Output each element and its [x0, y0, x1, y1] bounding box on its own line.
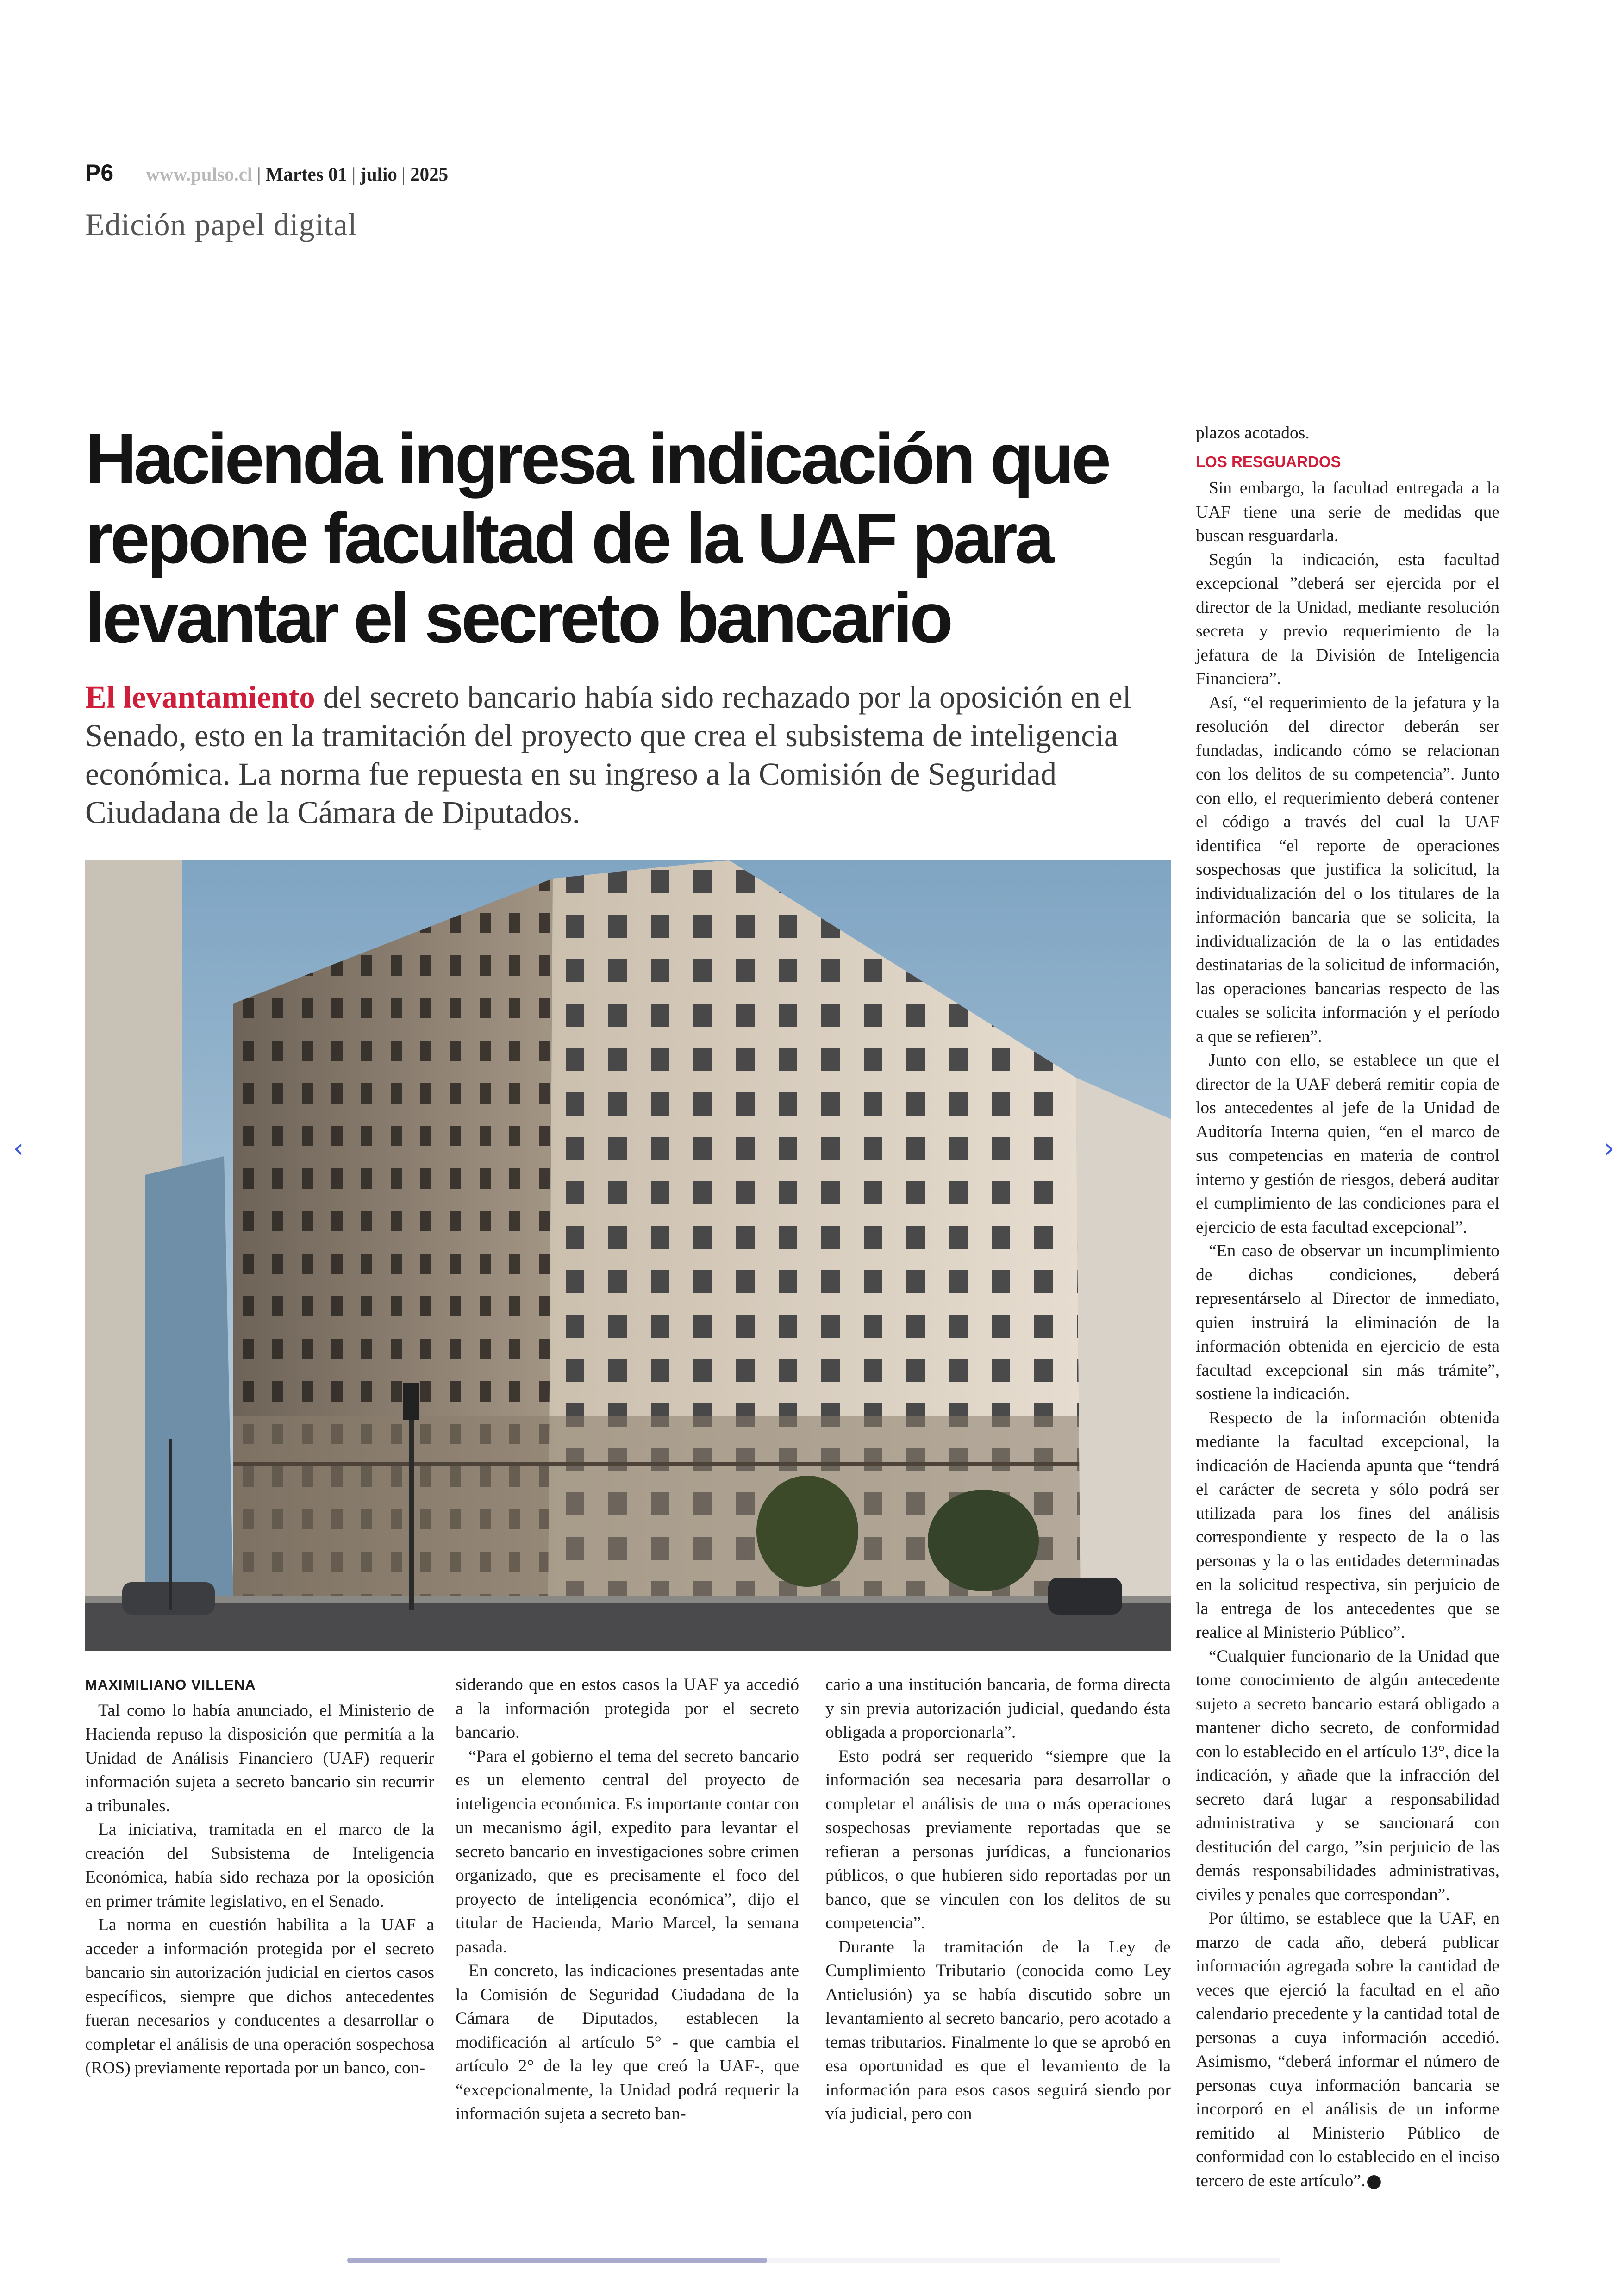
- separator: |: [401, 163, 406, 185]
- section-subhead: LOS RESGUARDOS: [1196, 453, 1341, 470]
- end-mark-icon: P: [1367, 2175, 1381, 2189]
- paragraph: Tal como lo había anunciado, el Ministerio de Hacienda repuso la disposición que permitía a la Unidad de Análisis Financiero (UAF) requerir información sujeta a secreto bancario sin recurrir a tribunales.: [85, 1701, 434, 1815]
- page-number: P6: [85, 160, 114, 186]
- paragraph: “Cualquier funcionario de la Unidad que tome conocimiento de algún antecedente sujeto a secreto bancario estará obligado a mantener dicho secreto, de conformidad con lo establecido en el artículo 13°, dice la indicación, y añade que la infracción del secreto dará lugar a responsabilidad administrativa y se sancionará con destitución del cargo, ”sin perjuicio de las demás responsabilidades administrativas, civiles y penales que correspondan”.: [1196, 1646, 1499, 1904]
- column-1: [85, 1673, 434, 2080]
- paragraph: La norma en cuestión habilita a la UAF a acceder a información protegida por el secreto bancario sin autorización judicial en ciertos casos específicos, siempre que dichos antecedentes fueran necesarios y conducentes a desarrollar o completar el análisis de una operación sospechosa (ROS) previamente reportada por un banco, con-: [85, 1915, 434, 2077]
- paragraph: [1196, 1907, 1499, 2193]
- column-4: [1196, 421, 1499, 2193]
- paragraph: “En caso de observar un incumplimiento de dichas condiciones, deberá representárselo al Director de inmediato, quien instruirá la eliminación de la información obtenida en ejercicio de esta facultad excepcional sin más trámite”, sostiene la indicación.: [1196, 1241, 1499, 1403]
- date-day: Martes 01: [265, 163, 347, 185]
- date-year: 2025: [410, 163, 449, 185]
- column-2: [456, 1673, 799, 2126]
- paragraph: plazos acotados.: [1196, 424, 1310, 443]
- paragraph: cario a una institución bancaria, de forma directa y sin previa autorización judicial, quedando ésta obligada a proporcionarla”.: [825, 1675, 1171, 1742]
- chevron-left-icon: ‹: [13, 1132, 24, 1164]
- column-3: [825, 1673, 1171, 2126]
- website-url: www.pulso.cl: [146, 163, 253, 185]
- scrollbar-thumb[interactable]: [347, 2258, 767, 2263]
- date-month: julio: [360, 163, 397, 185]
- deck: [85, 678, 1182, 832]
- paragraph: Sin embargo, la facultad entregada a la UAF tiene una serie de medidas que buscan resguardarla.: [1196, 479, 1499, 545]
- separator: |: [351, 163, 356, 185]
- page-header: [85, 159, 448, 187]
- paragraph: La iniciativa, tramitada en el marco de la creación del Subsistema de Inteligencia Económica, había sido rechaza por la oposición en primer trámite legislativo, en el Senado.: [85, 1820, 434, 1911]
- byline: MAXIMILIANO VILLENA: [85, 1677, 256, 1693]
- deck-text: del secreto bancario había sido rechazado por la oposición en el Senado, esto en la tramitación del proyecto que crea el subsistema de inteligencia económica. La norma fue repuesta en su ingreso a la Comisión de Seguridad Ciudadana de la Cámara de Diputados.: [85, 680, 1131, 830]
- paragraph: En concreto, las indicaciones presentadas ante la Comisión de Seguridad Ciudadana de la Cámara de Diputados, establecen la modificación al artículo 5° - que cambia el artículo 2° de la ley que creó la UAF-, que “excepcionalmente, la Unidad podrá requerir la información sujeta a secreto ban-: [456, 1961, 799, 2123]
- building-photo: [85, 860, 1171, 1651]
- paragraph: Según la indicación, esta facultad excepcional ”deberá ser ejercida por el director de la Unidad, mediante resolución secreta y previo requerimiento de la jefatura de la División de Inteligencia Financiera”.: [1196, 550, 1499, 688]
- next-page-button[interactable]: [1595, 1134, 1623, 1162]
- paragraph: Durante la tramitación de la Ley de Cumplimiento Tributario (conocida como Ley Antielusión) ya se había discutido sobre un levantamiento al secreto bancario, pero acotado a temas tributarios. Finalmente lo que se aprobó en esa oportunidad es que el levamiento de la información para esos casos seguirá siendo por vía judicial, pero con: [825, 1937, 1171, 2123]
- paragraph: Así, “el requerimiento de la jefatura y la resolución del director deberán ser fundadas, indicando cómo se relacionan con los delitos de su competencia”. Junto con ello, el requerimiento deberá contener el código a través del cual la UAF identifica “el reporte de operaciones sospechosas que justifica la solicitud, la individualización del o los titulares de la información bancaria que se solicita, la individualización de la o las entidades destinatarias de la solicitud de información, las operaciones bancarias respecto de las cuales se solicita información y el período a que se refieren”.: [1196, 693, 1499, 1046]
- paragraph: Respecto de la información obtenida mediante la facultad excepcional, la indicación de Hacienda apunta que “tendrá el carácter de secreta y sólo podrá ser utilizada para los fines del análisis correspondiente y respecto de la o las personas y la o las entidades determinadas en la solicitud respectiva, sin perjuicio de la entrega de los antecedentes que se realice al Ministerio Público”.: [1196, 1408, 1499, 1642]
- paragraph: Junto con ello, se establece un que el director de la UAF deberá remitir copia de los antecedentes al jefe de la Unidad de Auditoría Interna quien, “en el marco de sus competencias en materia de control interno y gestión de riesgos, deberá auditar el cumplimiento de las condiciones para el ejercicio de esta facultad excepcional”.: [1196, 1051, 1499, 1237]
- chevron-right-icon: ›: [1604, 1132, 1615, 1164]
- deck-lead: El levantamiento: [85, 680, 315, 715]
- paragraph-text: Por último, se establece que la UAF, en marzo de cada año, deberá publicar información agregada sobre la cantidad de veces que ejerció la facultad en el año calendario precedente y la cantidad total de personas a cuya información accedió. Asimismo, “deberá informar el número de personas cuya información bancaria se incorporó en el análisis de un informe remitido al Ministerio Público de conformidad con lo establecido en el inciso tercero de este artículo”.: [1196, 1909, 1499, 2190]
- edition-label: Edición papel digital: [85, 207, 357, 242]
- article-photo: [85, 860, 1171, 1651]
- paragraph: “Para el gobierno el tema del secreto bancario es un elemento central del proyecto de inteligencia económica. Es importante contar con un mecanismo ágil, expedito para levantar el secreto bancario en investigaciones sobre crimen organizado, que es precisamente el foco del proyecto de inteligencia económica”, dijo el titular de Hacienda, Mario Marcel, la semana pasada.: [456, 1746, 799, 1957]
- headline: Hacienda ingresa indicación que repone facultad de la UAF para levantar el secreto bancario: [85, 419, 1109, 658]
- separator: |: [257, 163, 261, 185]
- prev-page-button[interactable]: [5, 1134, 32, 1162]
- paragraph: Esto podrá ser requerido “siempre que la información sea necesaria para desarrollar o completar el análisis de una o más operaciones sospechosas previamente reportadas que se refieran a personas jurídicas, a funcionarios públicos, o que hubieren sido reportadas por un banco, que se vinculen con los delitos de su competencia”.: [825, 1746, 1171, 1933]
- paragraph: siderando que en estos casos la UAF ya accedió a la información protegida por el secreto bancario.: [456, 1675, 799, 1742]
